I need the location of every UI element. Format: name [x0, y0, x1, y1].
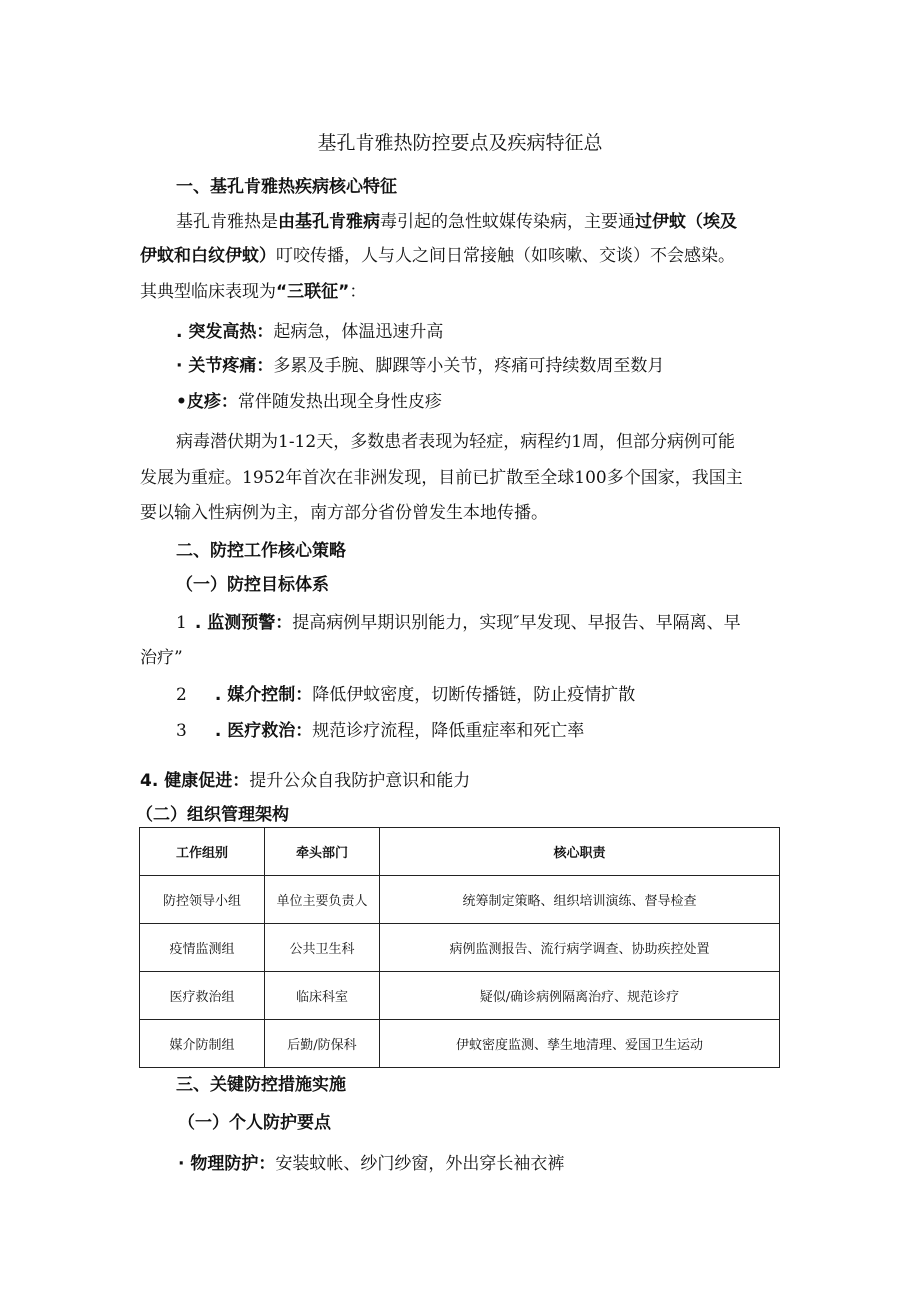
goal-label: . 媒介控制：: [214, 685, 313, 705]
intro-text: ：: [349, 282, 367, 302]
intro-text: 其典型临床表现为: [140, 282, 276, 302]
table-row: [140, 876, 780, 924]
para2-line-1: 病毒潜伏期为1-12天，多数患者表现为轻症，病程约1周，但部分病例可能: [176, 432, 736, 452]
table-cell: 临床科室: [265, 972, 380, 1020]
goal-number: 1: [176, 613, 187, 633]
table-header-cell: 牵头部门: [265, 828, 380, 876]
page-title: 基孔肯雅热防控要点及疾病特征总: [317, 132, 603, 154]
table-cell: 病例监测报告、流行病学调查、协助疾控处置: [380, 924, 780, 972]
intro-line-1: [176, 207, 737, 232]
bullet-high-fever: [176, 317, 443, 342]
goal-label: . 医疗救治：: [214, 721, 313, 741]
bullet-label: . 突发高热：: [176, 322, 274, 342]
goal-number: 3: [176, 721, 187, 741]
table-row: [140, 972, 780, 1020]
intro-text: 叮咬传播，人与人之间日常接触（如咳嗽、交谈）不会感染。: [276, 246, 735, 266]
goal-1: [176, 608, 741, 633]
intro-text: 毒引起的急性蚊媒传染病，主要通: [380, 212, 635, 232]
table-cell: 防控领导小组: [140, 876, 265, 924]
table-cell: 统筹制定策略、组织培训演练、督导检查: [380, 876, 780, 924]
intro-bold: 由基孔肯雅病: [278, 212, 380, 232]
section1-heading: 一、基孔肯雅热疾病核心特征: [176, 177, 397, 197]
intro-line-2: [140, 241, 735, 266]
bullet-label: •皮疹：: [176, 392, 238, 412]
section3-heading: 三、关键防控措施实施: [176, 1075, 346, 1095]
goal-3: [176, 716, 584, 741]
table-cell: 媒介防制组: [140, 1020, 265, 1068]
table-header-row: [140, 828, 780, 876]
table-cell: 疑似/确诊病例隔离治疗、规范诊疗: [380, 972, 780, 1020]
goal-text: 降低伊蚊密度，切断传播链，防止疫情扩散: [312, 685, 636, 705]
goal-text: 规范诊疗流程，降低重症率和死亡率: [312, 721, 585, 741]
table-header-cell: 核心职责: [380, 828, 780, 876]
goal-4: [140, 766, 470, 791]
table-cell: 疫情监测组: [140, 924, 265, 972]
para2-line-3: 要以输入性病例为主，南方部分省份曾发生本地传播。: [140, 503, 548, 523]
table-cell: 公共卫生科: [265, 924, 380, 972]
section2-sub2: （二）组织管理架构: [136, 805, 289, 825]
section2-sub1: （一）防控目标体系: [176, 575, 329, 595]
bullet-label: · 物理防护：: [178, 1154, 276, 1174]
section2-heading: 二、防控工作核心策略: [176, 541, 346, 561]
bullet-text: 多累及手腕、脚踝等小关节，疼痛可持续数周至数月: [273, 356, 665, 376]
goal-text: 提升公众自我防护意识和能力: [249, 771, 471, 791]
intro-line-3: [140, 277, 366, 302]
goal-1-continued: 治疗”: [140, 648, 183, 668]
bullet-physical-protection: [178, 1149, 564, 1174]
bullet-text: 安装蚊帐、纱门纱窗，外出穿长袖衣裤: [275, 1154, 565, 1174]
para2-line-2: 发展为重症。1952年首次在非洲发现，目前已扩散至全球100多个国家，我国主: [140, 468, 743, 488]
goal-2: [176, 680, 635, 705]
table-cell: 后勤/防保科: [265, 1020, 380, 1068]
goal-label: 4. 健康促进：: [140, 771, 250, 791]
table-header-cell: 工作组别: [140, 828, 265, 876]
table-row: [140, 924, 780, 972]
org-structure-table: [139, 827, 780, 1068]
bullet-joint-pain: [176, 351, 664, 376]
table-cell: 伊蚊密度监测、孳生地清理、爱国卫生运动: [380, 1020, 780, 1068]
table-row: [140, 1020, 780, 1068]
goal-text: 提高病例早期识别能力，实现″早发现、早报告、早隔离、早: [292, 613, 741, 633]
goal-number: 2: [176, 685, 187, 705]
intro-bold: 过伊蚊（埃及: [635, 212, 737, 232]
table-cell: 医疗救治组: [140, 972, 265, 1020]
section3-sub1: （一）个人防护要点: [178, 1113, 331, 1133]
bullet-text: 常伴随发热出现全身性皮疹: [237, 392, 442, 412]
bullet-rash: [176, 387, 442, 412]
intro-bold: 伊蚊和白纹伊蚊）: [140, 246, 276, 266]
goal-label: . 监测预警：: [194, 613, 293, 633]
table-cell: 单位主要负责人: [265, 876, 380, 924]
bullet-label: · 关节疼痛：: [176, 356, 274, 376]
intro-text: 基孔肯雅热是: [176, 212, 278, 232]
intro-bold: “三联征”: [276, 282, 350, 302]
bullet-text: 起病急，体温迅速升高: [273, 322, 444, 342]
